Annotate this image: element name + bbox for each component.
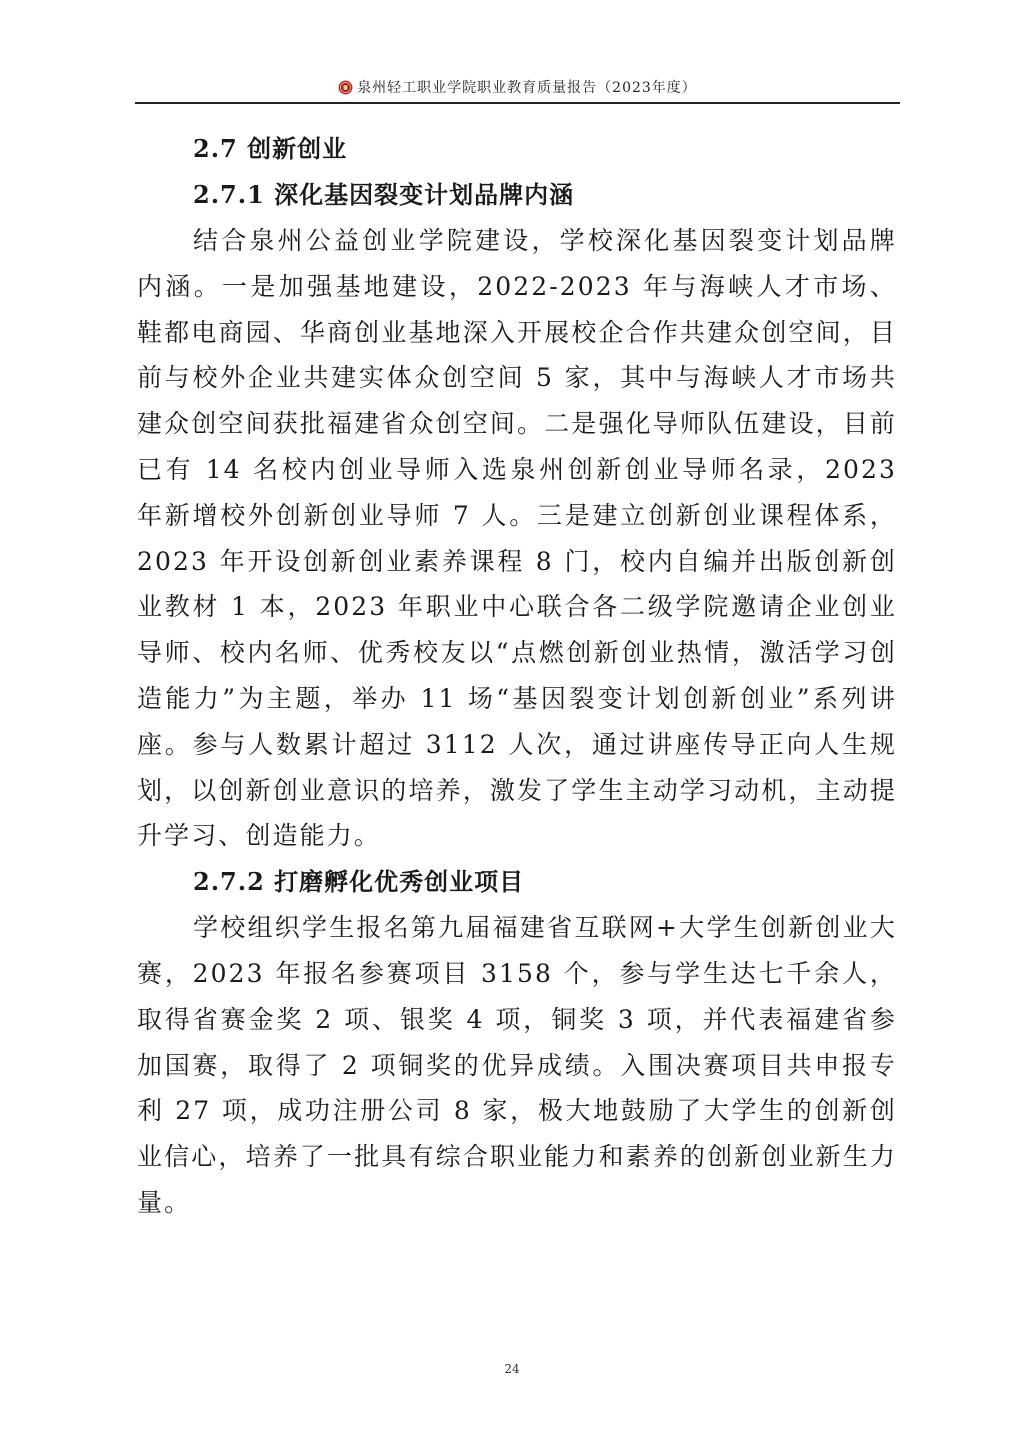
page-content: [137, 126, 897, 1226]
school-seal-icon: [338, 80, 353, 95]
subsection-paragraph-2: 学校组织学生报名第九届福建省互联网+大学生创新创业大赛，2023 年报名参赛项目 3158 个，参与学生达七千余人，取得省赛金奖 2 项、银奖 4 项，铜奖 3 项，并代表福建省参加国赛，取得了 2 项铜奖的优异成绩。入围决赛项目共申报专利 27 项，成功注册公司 8 家，极大地鼓励了大学生的创新创业信心，培养了一批具有综合职业能力和素养的创新创业新生力量。: [137, 913, 897, 1217]
page-header: [135, 72, 900, 104]
subsection-heading-1: 2.7.1 深化基因裂变计划品牌内涵: [193, 180, 575, 209]
section-heading: 2.7 创新创业: [193, 134, 348, 163]
subsection-heading-2: 2.7.2 打磨孵化优秀创业项目: [193, 867, 525, 897]
subsection-paragraph-1: 结合泉州公益创业学院建设，学校深化基因裂变计划品牌内涵。一是加强基地建设，2022-2023 年与海峡人才市场、鞋都电商园、华商创业基地深入开展校企合作共建众创空间，目前与校外企业共建实体众创空间 5 家，其中与海峡人才市场共建众创空间获批福建省众创空间。二是强化导师队伍建设，目前已有 14 名校内创业导师入选泉州创新创业导师名录，2023 年新增校外创新创业导师 7 人。三是建立创新创业课程体系，2023 年开设创新创业素养课程 8 门，校内自编并出版创新创业教材 1 本，2023 年职业中心联合各二级学院邀请企业创业导师、校内名师、优秀校友以“点燃创新创业热情，激活学习创造能力”为主题，举办 11 场“基因裂变计划创新创业”系列讲座。参与人数累计超过 3112 人次，通过讲座传导正向人生规划，以创新创业意识的培养，激发了学生主动学习动机，主动提升学习、创造能力。: [137, 226, 897, 851]
report-header-title: 泉州轻工职业学院职业教育质量报告（2023年度）: [357, 80, 697, 96]
page-number: 24: [504, 1362, 520, 1376]
header-inner: [338, 77, 697, 97]
